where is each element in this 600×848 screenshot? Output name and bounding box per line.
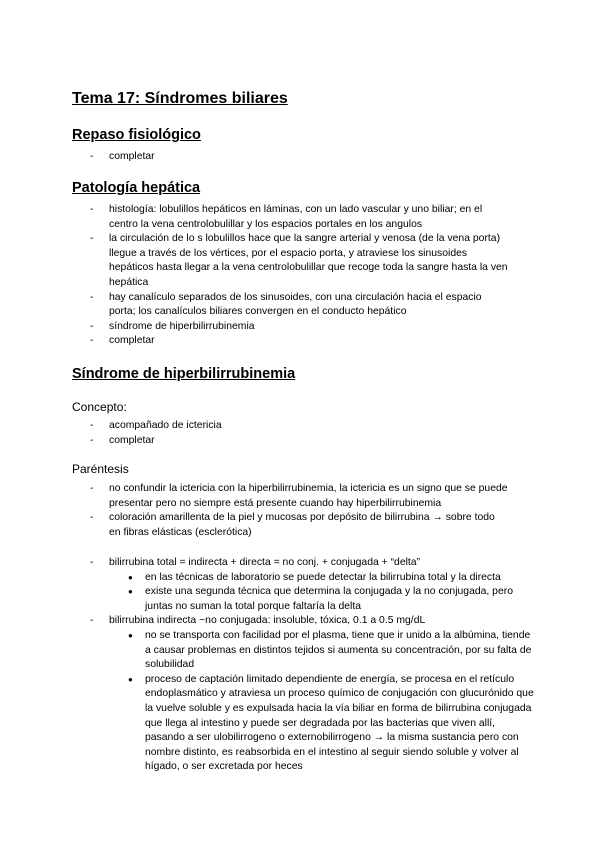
sublist-bilirrubina-total: [109, 571, 513, 615]
sublist-item: ● en las técnicas de laboratorio se puede detectar la bilirrubina total y la directa: [0, 571, 535, 586]
sublist-item: ● proceso de captación limitado dependiente de energía, se procesa en el retículo endoplasmático y atraviesa un proceso químico de conjugación con glucurónido que la vuelve soluble y es expulsada hacia la vía biliar en forma de bilirrubina conjugada que llega al intestino y puede ser degradada por las bacterias que viven allí, pasando a ser ulobilirrogeno o externobilirrogeno → la misma sustancia pero con nombre distinto, es reabsorbida en el intestino al seguir siendo soluble y volver al hígado, o ser excretada por heces: [0, 673, 535, 775]
list-parentesis: [0, 482, 509, 540]
label-parentesis: Paréntesis: [72, 462, 129, 476]
sublist-bilirrubina-indirecta: [109, 629, 534, 775]
list-item: - coloración amarillenta de la piel y mucosas por depósito de bilirrubina → sobre todo en fibras elásticas (esclerótica): [0, 511, 509, 540]
list-item: - síndrome de hiperbilirrubinemia: [0, 320, 509, 335]
bilirrubina-total-text: bilirrubina total = indirecta + directa = no conj. + conjugada + “delta”: [109, 557, 421, 568]
sublist-item: ● no se transporta con facilidad por el plasma, tiene que ir unido a la albúmina, tiende a causar problemas en distintos tejidos si aumenta su concentración, por su falta de solubilidad: [0, 629, 535, 673]
list-repaso: [0, 150, 509, 165]
list-item: - la circulación de lo s lobulillos hace que la sangre arterial y venosa (de la vena porta) llegue a través de los vértices, por el espacio porta, y atraviese los sinusoides hepáticos hasta llegar a la vena centrolobulillar que recoge toda la sangre hasta la ven hepática: [0, 232, 509, 290]
list-item: - completar: [0, 434, 509, 449]
list-item: - completar: [0, 150, 509, 165]
heading-patologia: Patología hepática: [72, 180, 201, 196]
list-item: - completar: [0, 334, 509, 349]
heading-sindrome: Síndrome de hiperbilirrubinemia: [72, 366, 296, 382]
bilirrubina-indirecta-text: bilirrubina indirecta ~no conjugada: insoluble, tóxica, 0.1 a 0.5 mg/dL: [109, 615, 426, 627]
list-item: - acompañado de ictericia: [0, 419, 509, 434]
list-item: - hay canalículo separados de los sinusoides, con una circulación hacia el espacio porta; los canalículos biliares convergen en el conducto hepático: [0, 291, 509, 320]
list-concepto: [0, 419, 509, 448]
list-item-bilirrubina-indirecta: [0, 614, 534, 775]
heading-repaso: Repaso fisiológico: [72, 127, 201, 143]
list-item: - no confundir la ictericia con la hiperbilirrubinemia, la ictericia es un signo que se puede presentar pero no siempre está presente cuando hay hiperbilirrubinemia: [0, 482, 509, 511]
list-patologia: [0, 203, 509, 349]
page-title: Tema 17: Síndromes biliares: [72, 90, 288, 107]
list-bilirrubina: [0, 556, 534, 775]
list-item-bilirrubina-total: [0, 556, 513, 614]
sublist-item: ● existe una segunda técnica que determina la conjugada y la no conjugada, pero juntas no suman la total porque faltaría la delta: [0, 585, 535, 614]
label-concepto: Concepto:: [72, 400, 127, 414]
list-item: - histología: lobulillos hepáticos en láminas, con un lado vascular y uno biliar; en el centro la vena centrolobulillar y los espacios portales en los angulos: [0, 203, 509, 232]
